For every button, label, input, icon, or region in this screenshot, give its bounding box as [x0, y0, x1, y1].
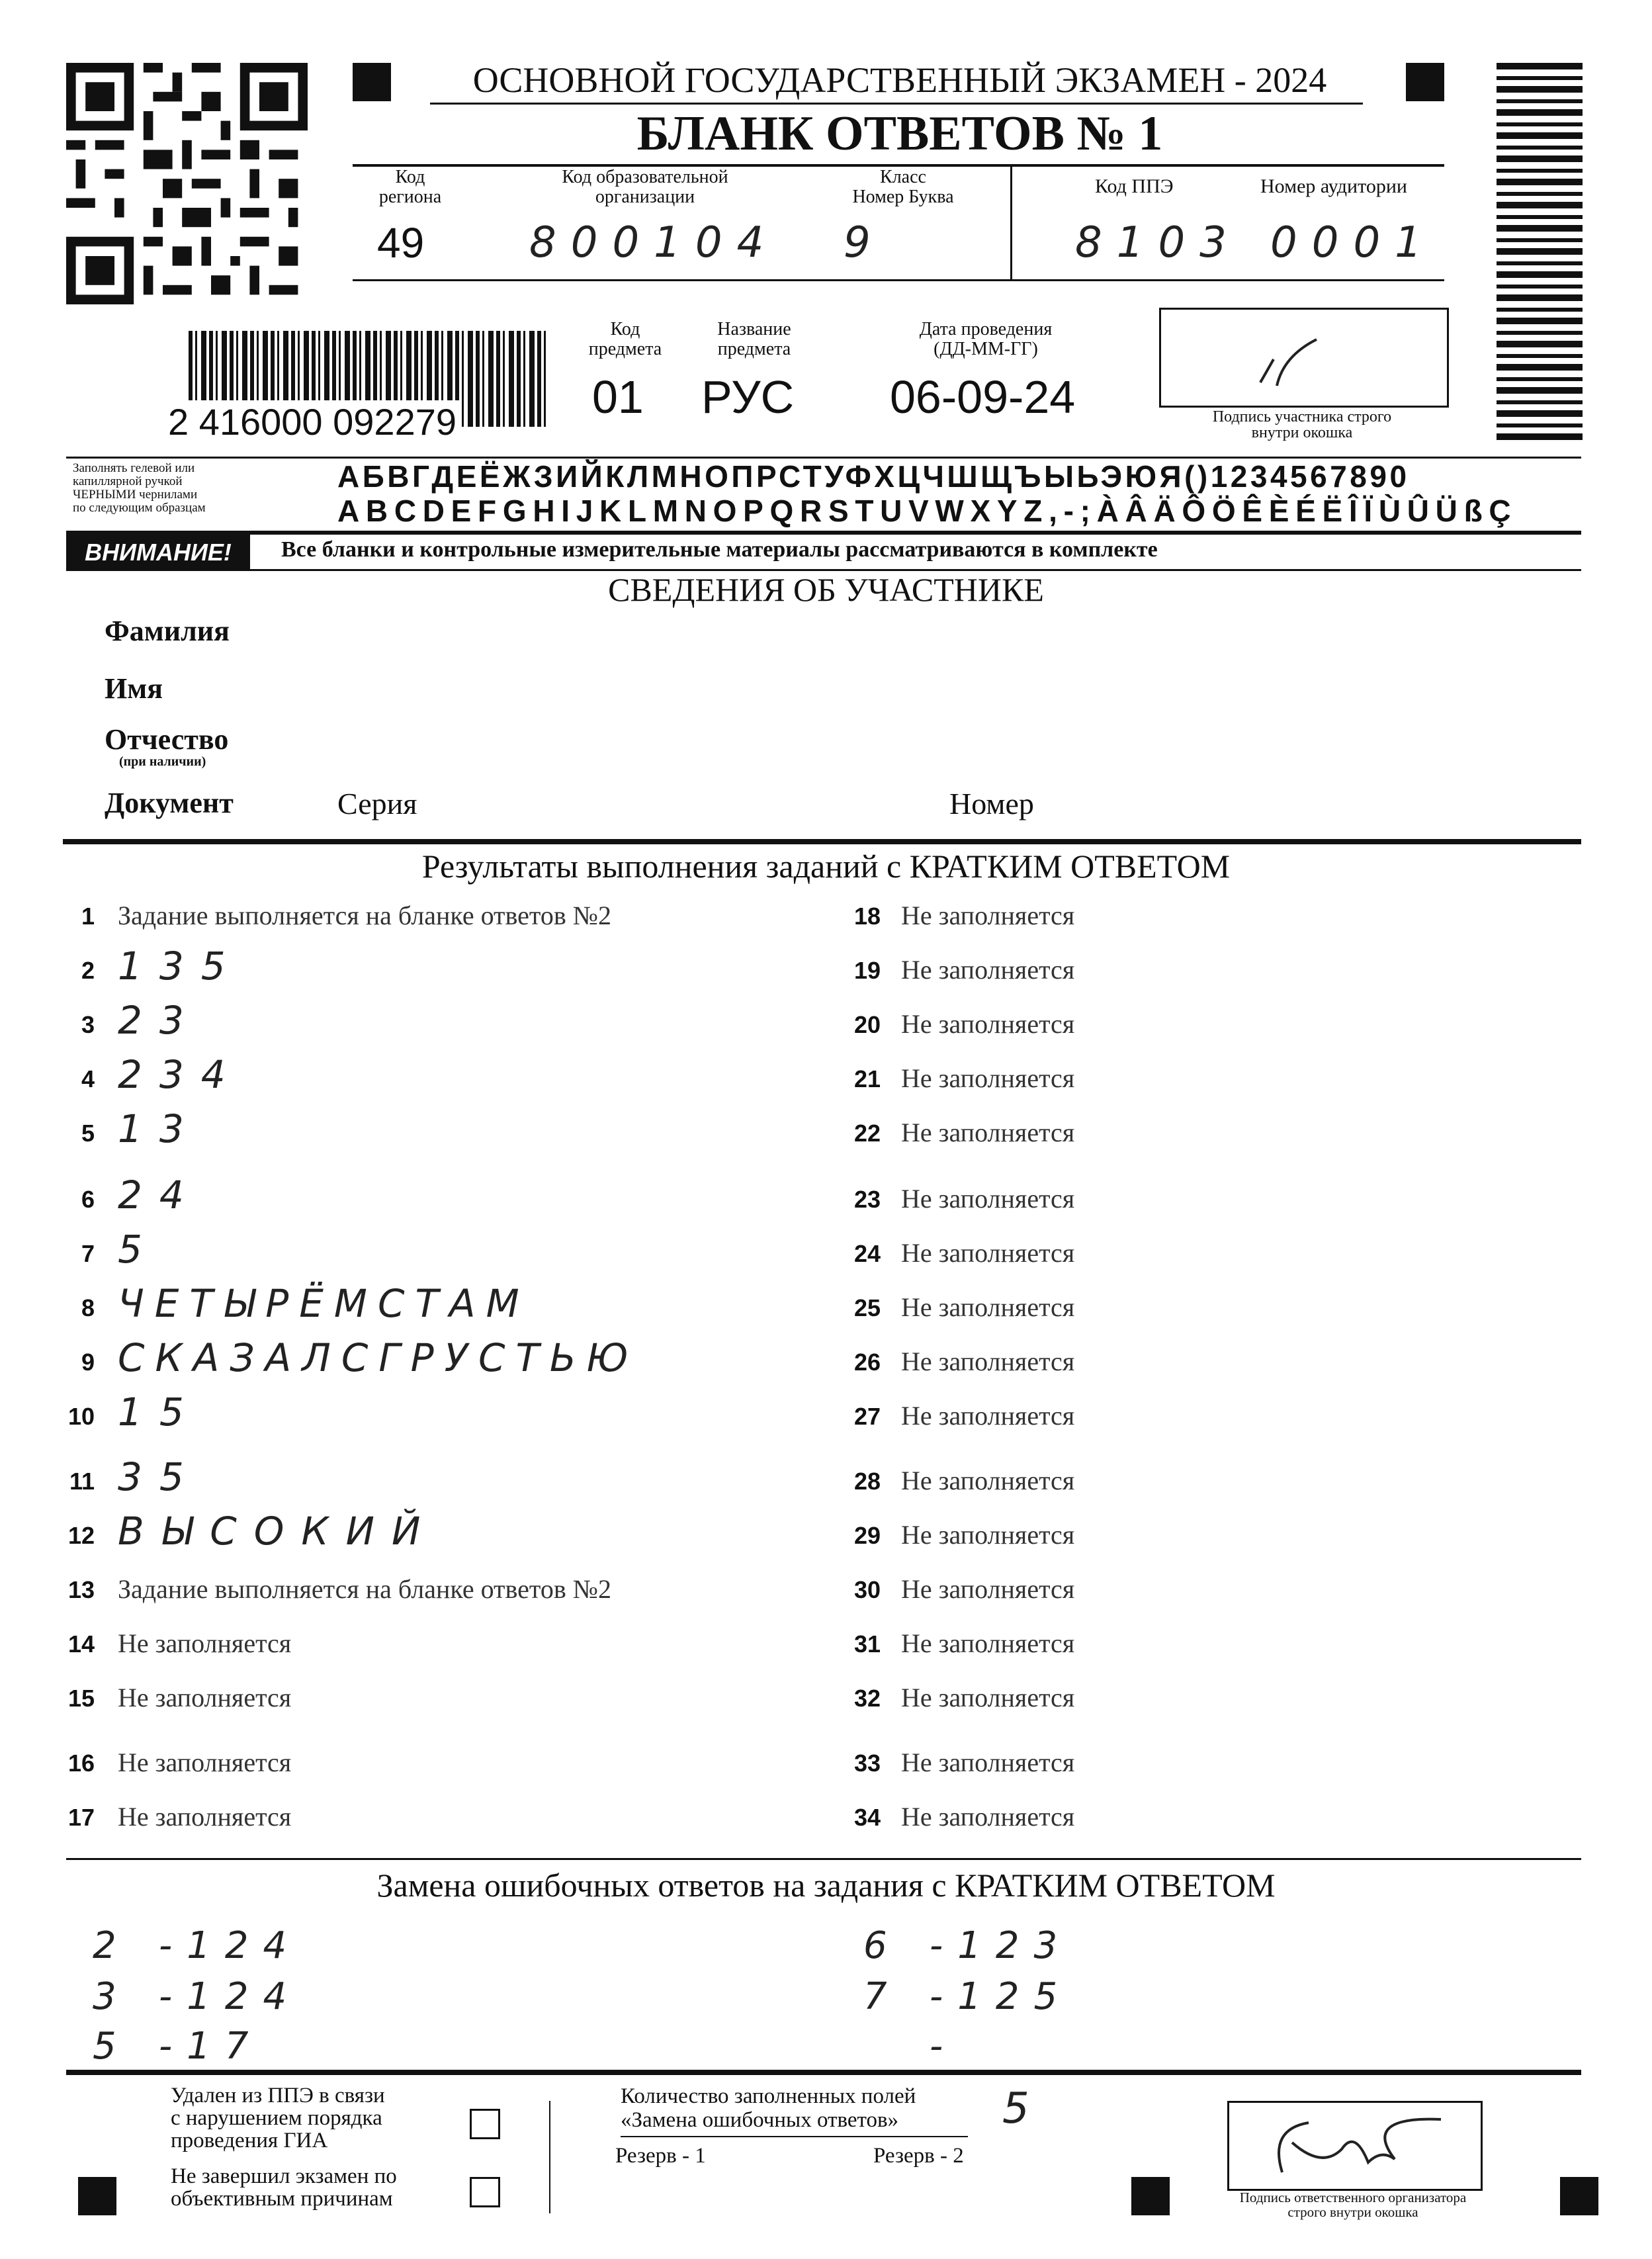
title-underline — [430, 103, 1363, 105]
results-section-title: Результаты выполнения заданий с КРАТКИМ ОТВЕТОМ — [421, 848, 1231, 885]
task-status-text: Не заполняется — [901, 1683, 1075, 1712]
handwritten-answer: СКАЗАЛСГРУСТЬЮ — [118, 1335, 639, 1380]
task-number: 9 — [81, 1349, 95, 1376]
task-number: 23 — [853, 1186, 881, 1213]
task-status-text: Не заполняется — [901, 1466, 1075, 1495]
task-number: 31 — [853, 1630, 881, 1658]
handwritten-answer: 5 — [118, 1227, 159, 1272]
codes-bottom-rule — [353, 279, 1444, 281]
number-label: Номер — [949, 787, 1034, 820]
ppe-value: 8103 — [1075, 218, 1241, 267]
corner-marker-bottom-left — [78, 2177, 116, 2215]
footer-divider — [549, 2101, 550, 2213]
task-status-text: Не заполняется — [901, 901, 1075, 930]
task-status-text: Задание выполняется на бланке ответов №2 — [118, 1574, 611, 1604]
task-number: 1 — [81, 903, 95, 930]
warning-top-rule — [66, 531, 1581, 535]
task-number: 5 — [81, 1120, 95, 1147]
sample-latin: ABCDEFGHIJKLMNOPQRSTUVWXYZ,-;ÀÂÄÔÖÊÈÉËÎÏÙÛÜßÇ — [337, 494, 1518, 528]
participant-signature-caption: Подпись участника строго внутри окошка — [1212, 408, 1392, 441]
handwritten-answer: 13 — [118, 1106, 201, 1151]
task-number: 19 — [853, 957, 881, 984]
responsible-signature-box[interactable] — [1227, 2101, 1483, 2191]
sample-instruction: Заполнять гелевой или капиллярной ручкой ЧЕРНЫМИ чернилами по следующим образцам — [73, 461, 206, 515]
region-label: Код региона — [378, 167, 442, 207]
results-bottom-rule — [66, 1858, 1581, 1860]
task-number: 3 — [81, 1011, 95, 1038]
warning-text: Все бланки и контрольные измерительные материалы рассматриваются в комплекте — [281, 537, 1158, 562]
handwritten-answer: 234 — [118, 1052, 243, 1097]
subject-name-label: Название предмета — [717, 319, 791, 359]
class-value: 9 — [844, 218, 885, 267]
task-number: 6 — [81, 1186, 95, 1213]
class-label: Класс Номер Буква — [852, 167, 954, 207]
participant-signature-box[interactable] — [1159, 308, 1449, 408]
task-status-text: Не заполняется — [901, 1009, 1075, 1039]
task-status-text: Не заполняется — [901, 1292, 1075, 1322]
handwritten-answer: ЧЕТЫРЁМСТАМ — [118, 1281, 530, 1326]
participant-bottom-rule — [63, 839, 1581, 844]
task-number: 11 — [69, 1468, 95, 1495]
task-status-text: Не заполняется — [901, 1520, 1075, 1550]
task-number: 16 — [67, 1750, 95, 1777]
task-number: 12 — [67, 1522, 95, 1549]
task-number: 24 — [853, 1240, 881, 1267]
replacements-bottom-rule — [66, 2070, 1581, 2075]
reserve-1-label: Резерв - 1 — [615, 2144, 706, 2168]
handwritten-answer: 15 — [118, 1390, 201, 1435]
region-value: 49 — [377, 219, 425, 267]
task-status-text: Не заполняется — [901, 1184, 1075, 1214]
task-number: 28 — [853, 1468, 881, 1495]
subject-code-label: Код предмета — [588, 319, 662, 359]
task-status-text: Не заполняется — [901, 1238, 1075, 1268]
replacement-task-number: 5 — [93, 2025, 131, 2068]
participant-signature-icon — [1161, 310, 1447, 406]
task-status-text: Не заполняется — [901, 1748, 1075, 1777]
ppe-label: Код ППЭ — [1095, 175, 1174, 197]
corner-marker-top-right — [1406, 63, 1444, 101]
task-status-text: Не заполняется — [901, 1118, 1075, 1147]
replacement-answer: - — [930, 2025, 958, 2068]
surname-label: Фамилия — [105, 615, 230, 647]
name-label: Имя — [105, 672, 163, 705]
document-label: Документ — [105, 787, 234, 819]
corner-marker-bottom-mid — [1131, 2177, 1170, 2215]
exam-date-label: Дата проведения (ДД-ММ-ГГ) — [919, 319, 1053, 359]
task-number: 33 — [853, 1750, 881, 1777]
replacements-section-title: Замена ошибочных ответов на задания с КРАТКИМ ОТВЕТОМ — [376, 1867, 1276, 1904]
patronymic-label: Отчество — [105, 723, 229, 756]
replacement-task-number: 3 — [93, 1975, 131, 2018]
task-number: 29 — [853, 1522, 881, 1549]
task-number: 27 — [853, 1403, 881, 1430]
task-number: 2 — [81, 957, 95, 984]
replacement-task-number: 2 — [93, 1924, 131, 1967]
replacement-answer: -124 — [159, 1924, 302, 1967]
task-number: 10 — [67, 1403, 95, 1430]
replacement-task-number: 6 — [863, 1924, 902, 1967]
task-status-text: Не заполняется — [118, 1802, 292, 1832]
task-number: 13 — [67, 1576, 95, 1603]
replacement-answer: -125 — [930, 1975, 1072, 2018]
task-status-text: Не заполняется — [901, 955, 1075, 985]
replacement-task-number: 7 — [863, 1975, 902, 2018]
task-number: 34 — [853, 1804, 881, 1831]
subject-code-value: 01 — [592, 371, 644, 423]
exam-date-value: 06-09-24 — [890, 371, 1076, 423]
handwritten-answer: 35 — [118, 1454, 201, 1499]
handwritten-answer: ВЫСОКИЙ — [118, 1509, 438, 1554]
task-status-text: Не заполняется — [118, 1748, 292, 1777]
task-number: 17 — [67, 1804, 95, 1831]
replacement-answer: -124 — [159, 1975, 302, 2018]
warning-badge: ВНИМАНИЕ! — [66, 535, 250, 570]
task-status-text: Не заполняется — [901, 1574, 1075, 1604]
task-number: 14 — [67, 1630, 95, 1658]
task-number: 20 — [853, 1011, 881, 1038]
task-number: 25 — [853, 1294, 881, 1321]
task-status-text: Не заполняется — [901, 1063, 1075, 1093]
task-number: 32 — [853, 1685, 881, 1712]
removed-label: Удален из ППЭ в связи с нарушением порядка проведения ГИА — [171, 2084, 385, 2152]
filled-count-value: 5 — [1002, 2084, 1044, 2133]
barcode-number: 2 416000 092279 — [165, 400, 459, 443]
task-number: 26 — [853, 1349, 881, 1376]
sample-cyrillic: АБВГДЕЁЖЗИЙКЛМНОПРСТУФХЦЧШЩЪЫЬЭЮЯ()1234567890 — [337, 459, 1410, 494]
handwritten-answer: 23 — [118, 998, 201, 1043]
org-value: 800104 — [529, 218, 779, 267]
task-status-text: Не заполняется — [901, 1401, 1075, 1431]
task-number: 8 — [81, 1294, 95, 1321]
not-finished-label: Не завершил экзамен по объективным причинам — [171, 2164, 397, 2211]
task-status-text: Не заполняется — [901, 1347, 1075, 1376]
task-number: 4 — [81, 1065, 95, 1092]
series-label: Серия — [337, 787, 417, 820]
task-status-text: Не заполняется — [118, 1628, 292, 1658]
task-number: 21 — [853, 1065, 881, 1092]
not-finished-checkbox[interactable] — [470, 2177, 500, 2207]
exam-title: ОСНОВНОЙ ГОСУДАРСТВЕННЫЙ ЭКЗАМЕН - 2024 — [472, 60, 1327, 100]
room-value: 0001 — [1270, 218, 1436, 267]
codes-divider — [1010, 167, 1012, 279]
task-number: 18 — [853, 903, 881, 930]
filled-count-underline — [621, 2136, 968, 2137]
task-number: 30 — [853, 1576, 881, 1603]
responsible-signature-icon — [1229, 2103, 1481, 2189]
responsible-signature-caption: Подпись ответственного организатора строго внутри окошка — [1239, 2190, 1467, 2220]
task-number: 15 — [67, 1685, 95, 1712]
patronymic-note: (при наличии) — [119, 754, 206, 769]
task-number: 7 — [81, 1240, 95, 1267]
org-label: Код образовательной организации — [562, 167, 728, 207]
task-number: 22 — [853, 1120, 881, 1147]
subject-name-value: РУС — [701, 371, 795, 423]
filled-count-label: Количество заполненных полей «Замена ошибочных ответов» — [621, 2084, 916, 2132]
removed-checkbox[interactable] — [470, 2109, 500, 2139]
room-label: Номер аудитории — [1260, 175, 1407, 197]
participant-section-title: СВЕДЕНИЯ ОБ УЧАСТНИКЕ — [608, 571, 1044, 608]
side-stripe-barcode — [1497, 63, 1583, 443]
replacement-answer: -123 — [930, 1924, 1072, 1967]
task-status-text: Не заполняется — [901, 1802, 1075, 1832]
handwritten-answer: 135 — [118, 944, 243, 989]
task-status-text: Не заполняется — [118, 1683, 292, 1712]
qr-code-icon — [66, 63, 308, 304]
handwritten-answer: 24 — [118, 1173, 201, 1218]
reserve-2-label: Резерв - 2 — [873, 2144, 964, 2168]
replacement-answer: -17 — [159, 2025, 263, 2068]
task-status-text: Не заполняется — [901, 1628, 1075, 1658]
corner-marker-bottom-right — [1560, 2177, 1598, 2215]
corner-marker-top-left — [353, 63, 391, 101]
task-status-text: Задание выполняется на бланке ответов №2 — [118, 901, 611, 930]
form-title: БЛАНК ОТВЕТОВ № 1 — [636, 107, 1163, 161]
